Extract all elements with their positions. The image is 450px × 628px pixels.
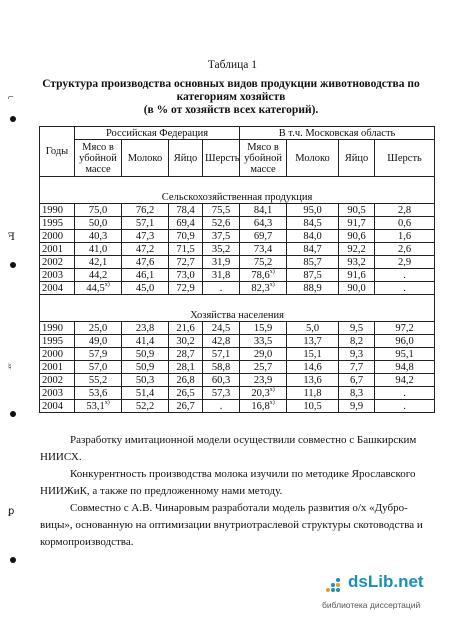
value-text: 73,0 — [176, 269, 195, 281]
value-cell — [122, 322, 169, 335]
value-cell — [75, 322, 122, 335]
value-text: . — [219, 282, 223, 294]
footnote-mark: x) — [269, 281, 275, 288]
value-cell — [75, 230, 122, 243]
value-text: 96,0 — [395, 335, 414, 347]
value-cell — [287, 387, 339, 400]
table-row — [40, 374, 435, 387]
value-cell — [75, 243, 122, 256]
value-text: 40,3 — [88, 230, 108, 242]
value-text: 70,9 — [176, 230, 195, 242]
value-cell — [169, 322, 203, 335]
table-number: Таблица 1 — [207, 59, 257, 71]
value-cell — [287, 204, 339, 217]
value-text: 84,5 — [303, 217, 322, 229]
value-text: 75,5 — [211, 204, 231, 216]
value-cell — [75, 282, 122, 295]
value-cell — [339, 335, 375, 348]
value-text: 29,0 — [253, 348, 273, 360]
value-cell — [169, 374, 203, 387]
margin-dot — [10, 557, 16, 563]
value-cell — [122, 243, 169, 256]
value-cell — [75, 361, 122, 374]
value-cell — [287, 361, 339, 374]
value-cell — [122, 374, 169, 387]
value-text: 47,6 — [135, 256, 155, 268]
value-text: 23,9 — [253, 374, 273, 386]
value-cell — [339, 230, 375, 243]
value-cell — [240, 348, 287, 361]
value-cell — [287, 374, 339, 387]
value-cell — [122, 387, 169, 400]
value-cell — [375, 269, 435, 282]
value-cell — [339, 400, 375, 413]
value-text: 20,3 — [251, 387, 270, 399]
value-cell — [240, 322, 287, 335]
value-text: 45,0 — [135, 282, 155, 294]
value-cell — [203, 204, 240, 217]
value-cell — [240, 256, 287, 269]
section-title: Хозяйства населения — [40, 295, 435, 322]
value-text: 49,0 — [88, 335, 108, 347]
value-text: 52,2 — [135, 400, 155, 412]
value-text: 50,3 — [135, 374, 155, 386]
value-text: 58,8 — [211, 361, 231, 373]
value-text: 26,8 — [176, 374, 195, 386]
value-cell — [287, 217, 339, 230]
footnote-mark: x) — [269, 386, 275, 393]
value-text: 53,1 — [86, 400, 105, 412]
value-cell — [169, 282, 203, 295]
value-text: 50,9 — [135, 361, 155, 373]
value-cell — [240, 269, 287, 282]
column-header: Яйцо — [169, 140, 203, 177]
value-cell — [122, 217, 169, 230]
margin-dot — [10, 262, 16, 268]
value-text: 73,4 — [253, 243, 273, 255]
value-cell — [169, 243, 203, 256]
value-text: 91,6 — [347, 269, 366, 281]
value-cell — [287, 348, 339, 361]
value-cell — [287, 243, 339, 256]
value-text: 8,2 — [349, 335, 364, 347]
column-header: Яйцо — [339, 140, 375, 177]
paragraph: Совместно с А.В. Чинаровым разработали модель развития о/х «Дубро-вицы», основанную на оптимизации внутриотраслевой структуры скотоводства и кормопроизводства. — [40, 502, 423, 548]
value-text: 57,9 — [88, 348, 108, 360]
column-header: Молоко — [122, 140, 169, 177]
value-text: 47,2 — [135, 243, 155, 255]
value-cell — [203, 348, 240, 361]
value-cell — [240, 387, 287, 400]
value-cell — [375, 204, 435, 217]
value-text: 25,0 — [88, 322, 108, 334]
year-cell: 2003 — [40, 269, 75, 282]
value-text: 35,2 — [211, 243, 231, 255]
value-text: 82,3 — [251, 282, 270, 294]
value-text: 41,0 — [88, 243, 108, 255]
table-row — [40, 348, 435, 361]
value-cell — [240, 204, 287, 217]
value-text: 84,0 — [303, 230, 322, 242]
value-cell — [339, 348, 375, 361]
dslib-name — [348, 572, 424, 592]
table-row — [40, 230, 435, 243]
value-cell — [240, 335, 287, 348]
year-cell: 2000 — [40, 230, 75, 243]
value-cell — [339, 282, 375, 295]
group-header-rf: Российская Федерация — [75, 127, 240, 140]
value-cell — [169, 400, 203, 413]
value-text: 37,5 — [211, 230, 231, 242]
value-cell — [287, 400, 339, 413]
value-cell — [169, 335, 203, 348]
value-text: 11,8 — [303, 387, 322, 399]
value-cell — [203, 322, 240, 335]
paragraph: Разработку имитационной модели осуществили совместно с Башкирским НИИСХ. — [40, 434, 417, 463]
value-cell — [169, 217, 203, 230]
table-row — [40, 387, 435, 400]
value-cell — [287, 335, 339, 348]
value-cell — [240, 282, 287, 295]
year-cell: 2004 — [40, 282, 75, 295]
column-header: Мясо в убойной массе — [75, 140, 122, 177]
value-cell — [122, 282, 169, 295]
table-row — [40, 204, 435, 217]
value-text: . — [219, 400, 223, 412]
value-text: 84,7 — [303, 243, 322, 255]
value-cell — [287, 230, 339, 243]
dslib-subtitle: библиотека диссертаций — [322, 600, 421, 610]
year-cell: 2001 — [40, 361, 75, 374]
section-row — [40, 295, 435, 322]
value-text: 1,6 — [398, 230, 412, 242]
value-text: 28,7 — [176, 348, 195, 360]
dslib-name-part: dsLib — [348, 572, 394, 591]
value-cell — [287, 282, 339, 295]
value-cell — [339, 243, 375, 256]
value-cell — [339, 374, 375, 387]
value-text: 44,2 — [88, 269, 108, 281]
value-text: 97,2 — [395, 322, 414, 334]
value-cell — [75, 269, 122, 282]
value-text: 46,1 — [135, 269, 155, 281]
value-cell — [75, 217, 122, 230]
value-text: 71,5 — [176, 243, 195, 255]
value-cell — [203, 400, 240, 413]
value-text: 44,5 — [86, 282, 105, 294]
value-text: 93,2 — [347, 256, 366, 268]
value-cell — [169, 387, 203, 400]
value-cell — [122, 230, 169, 243]
value-cell — [339, 322, 375, 335]
value-text: 95,1 — [395, 348, 414, 360]
value-cell — [203, 269, 240, 282]
section-row — [40, 177, 435, 204]
table-row — [40, 400, 435, 413]
value-cell — [203, 282, 240, 295]
column-header: Шерсть — [203, 140, 240, 177]
value-text: 85,7 — [303, 256, 322, 268]
value-cell — [122, 348, 169, 361]
value-text: 28,1 — [176, 361, 195, 373]
table-row — [40, 217, 435, 230]
value-cell — [75, 335, 122, 348]
value-text: . — [403, 282, 406, 294]
value-text: 55,2 — [88, 374, 108, 386]
value-text: 9,9 — [349, 400, 364, 412]
value-text: 33,5 — [253, 335, 273, 347]
table-title-line: (в % от хозяйств всех категорий). — [143, 104, 319, 116]
value-text: 23,8 — [135, 322, 155, 334]
margin-mark: ꝑ — [8, 506, 15, 517]
value-text: 78,4 — [176, 204, 195, 216]
margin-dot — [10, 411, 16, 417]
table-row — [40, 322, 435, 335]
value-cell — [203, 243, 240, 256]
value-cell — [122, 204, 169, 217]
value-text: 90,6 — [347, 230, 366, 242]
value-cell — [375, 400, 435, 413]
value-cell — [287, 269, 339, 282]
value-text: 9,3 — [349, 348, 364, 360]
years-header: Годы — [40, 127, 75, 177]
year-cell: 2002 — [40, 374, 75, 387]
value-text: 6,7 — [349, 374, 364, 386]
value-cell — [339, 269, 375, 282]
value-text: 42,1 — [88, 256, 108, 268]
value-text: 69,7 — [253, 230, 273, 242]
value-text: 15,9 — [253, 322, 273, 334]
value-cell — [339, 217, 375, 230]
value-cell — [375, 374, 435, 387]
value-text: 0,6 — [398, 217, 412, 229]
value-text: 90,0 — [347, 282, 366, 294]
value-text: 72,7 — [176, 256, 195, 268]
value-text: 2,8 — [398, 204, 412, 216]
value-cell — [375, 230, 435, 243]
value-cell — [75, 348, 122, 361]
value-text: 10,5 — [303, 400, 322, 412]
value-cell — [122, 335, 169, 348]
value-text: 14,6 — [303, 361, 322, 373]
footnote-mark: x) — [104, 399, 110, 406]
table-row — [40, 256, 435, 269]
value-text: 26,5 — [176, 387, 195, 399]
year-cell: 2000 — [40, 348, 75, 361]
value-text: 2,6 — [398, 243, 412, 255]
year-cell: 2002 — [40, 256, 75, 269]
value-cell — [240, 374, 287, 387]
table-title — [40, 78, 422, 117]
value-cell — [169, 256, 203, 269]
value-cell — [203, 256, 240, 269]
value-cell — [375, 243, 435, 256]
margin-mark: ♮ — [8, 362, 12, 373]
value-text: 75,2 — [253, 256, 273, 268]
value-text: . — [403, 387, 406, 399]
value-cell — [203, 361, 240, 374]
table-row — [40, 361, 435, 374]
value-text: 53,6 — [88, 387, 108, 399]
value-cell — [75, 256, 122, 269]
value-cell — [375, 217, 435, 230]
value-text: . — [403, 269, 406, 281]
value-cell — [240, 400, 287, 413]
value-cell — [203, 217, 240, 230]
value-cell — [375, 256, 435, 269]
value-text: 8,3 — [349, 387, 364, 399]
table-row — [40, 243, 435, 256]
value-text: 92,2 — [347, 243, 366, 255]
dslib-watermark — [322, 572, 442, 622]
value-text: 72,9 — [176, 282, 195, 294]
value-text: 42,8 — [211, 335, 231, 347]
value-cell — [339, 256, 375, 269]
table-row — [40, 269, 435, 282]
value-text: 95,0 — [303, 204, 322, 216]
paragraph: Конкурентность производства молока изучили по методике Ярославского НИИЖиК, а также по предложенному нами методу. — [40, 468, 416, 497]
margin-mark: ꟻ — [8, 232, 15, 243]
value-cell — [122, 256, 169, 269]
value-cell — [240, 243, 287, 256]
value-cell — [169, 348, 203, 361]
value-text: 21,6 — [176, 322, 195, 334]
value-cell — [375, 282, 435, 295]
value-text: 75,0 — [88, 204, 108, 216]
value-cell — [122, 400, 169, 413]
value-cell — [287, 256, 339, 269]
table-title-line: Структура производства основных видов продукции животноводства по — [42, 78, 420, 90]
value-text: . — [403, 400, 406, 412]
margin-dot — [10, 116, 16, 122]
dslib-logo-icon — [324, 574, 344, 594]
value-text: 76,2 — [135, 204, 155, 216]
value-cell — [240, 230, 287, 243]
year-cell: 1990 — [40, 204, 75, 217]
value-cell — [75, 387, 122, 400]
value-text: 94,2 — [395, 374, 414, 386]
value-cell — [203, 374, 240, 387]
table-row — [40, 282, 435, 295]
value-text: 9,5 — [349, 322, 364, 334]
value-text: 41,4 — [135, 335, 155, 347]
section-title: Сельскохозяйственная продукция — [40, 177, 435, 204]
value-text: 52,6 — [211, 217, 231, 229]
value-text: 88,9 — [303, 282, 322, 294]
value-cell — [169, 361, 203, 374]
value-cell — [169, 204, 203, 217]
value-text: 51,4 — [135, 387, 155, 399]
value-text: 26,7 — [176, 400, 195, 412]
dslib-name-tld: .net — [393, 572, 424, 591]
year-cell: 1995 — [40, 217, 75, 230]
value-cell — [75, 204, 122, 217]
value-text: 31,9 — [211, 256, 231, 268]
value-text: 69,4 — [176, 217, 195, 229]
value-cell — [75, 374, 122, 387]
value-cell — [203, 387, 240, 400]
value-text: 50,0 — [88, 217, 108, 229]
value-cell — [203, 335, 240, 348]
year-cell: 1990 — [40, 322, 75, 335]
value-text: 47,3 — [135, 230, 155, 242]
value-cell — [75, 400, 122, 413]
column-header: Мясо в убойной массе — [240, 140, 287, 177]
column-header: Молоко — [287, 140, 339, 177]
value-cell — [339, 204, 375, 217]
value-text: 57,0 — [88, 361, 108, 373]
value-cell — [375, 387, 435, 400]
year-cell: 2003 — [40, 387, 75, 400]
value-text: 91,7 — [347, 217, 366, 229]
value-text: 25,7 — [253, 361, 273, 373]
value-cell — [122, 269, 169, 282]
footnote-mark: x) — [269, 399, 275, 406]
value-text: 15,1 — [303, 348, 322, 360]
year-cell: 2004 — [40, 400, 75, 413]
value-text: 84,1 — [253, 204, 273, 216]
value-text: 16,8 — [251, 400, 270, 412]
value-text: 64,3 — [253, 217, 273, 229]
value-text: 13,6 — [303, 374, 322, 386]
value-text: 90,5 — [347, 204, 366, 216]
value-text: 24,5 — [211, 322, 231, 334]
value-text: 7,7 — [349, 361, 364, 373]
value-text: 57,1 — [211, 348, 231, 360]
value-cell — [169, 230, 203, 243]
value-cell — [287, 322, 339, 335]
value-text: 78,6 — [251, 269, 270, 281]
table-row — [40, 335, 435, 348]
value-text: 50,9 — [135, 348, 155, 360]
value-text: 60,3 — [211, 374, 231, 386]
value-text: 13,7 — [303, 335, 322, 347]
value-cell — [339, 387, 375, 400]
value-cell — [240, 361, 287, 374]
value-text: 87,5 — [303, 269, 322, 281]
table-title-line: категориям хозяйств — [176, 91, 286, 103]
year-cell: 1995 — [40, 335, 75, 348]
value-text: 57,1 — [135, 217, 155, 229]
value-text: 31,8 — [211, 269, 231, 281]
value-text: 5,0 — [305, 322, 320, 334]
value-cell — [375, 322, 435, 335]
value-text: 30,2 — [176, 335, 195, 347]
value-cell — [339, 361, 375, 374]
value-cell — [240, 217, 287, 230]
value-cell — [375, 361, 435, 374]
value-cell — [122, 361, 169, 374]
value-text: 94,8 — [395, 361, 414, 373]
column-header: Шерсть — [375, 140, 435, 177]
value-text: 57,3 — [211, 387, 231, 399]
value-cell — [203, 230, 240, 243]
group-header-mo: В т.ч. Московская область — [240, 127, 435, 140]
footnote-mark: x) — [104, 281, 110, 288]
value-cell — [375, 348, 435, 361]
value-cell — [375, 335, 435, 348]
production-structure-table — [39, 126, 435, 413]
margin-mark: ⌐ — [8, 92, 14, 103]
footnote-mark: x) — [269, 268, 275, 275]
value-text: 2,9 — [398, 256, 412, 268]
year-cell: 2001 — [40, 243, 75, 256]
value-cell — [169, 269, 203, 282]
